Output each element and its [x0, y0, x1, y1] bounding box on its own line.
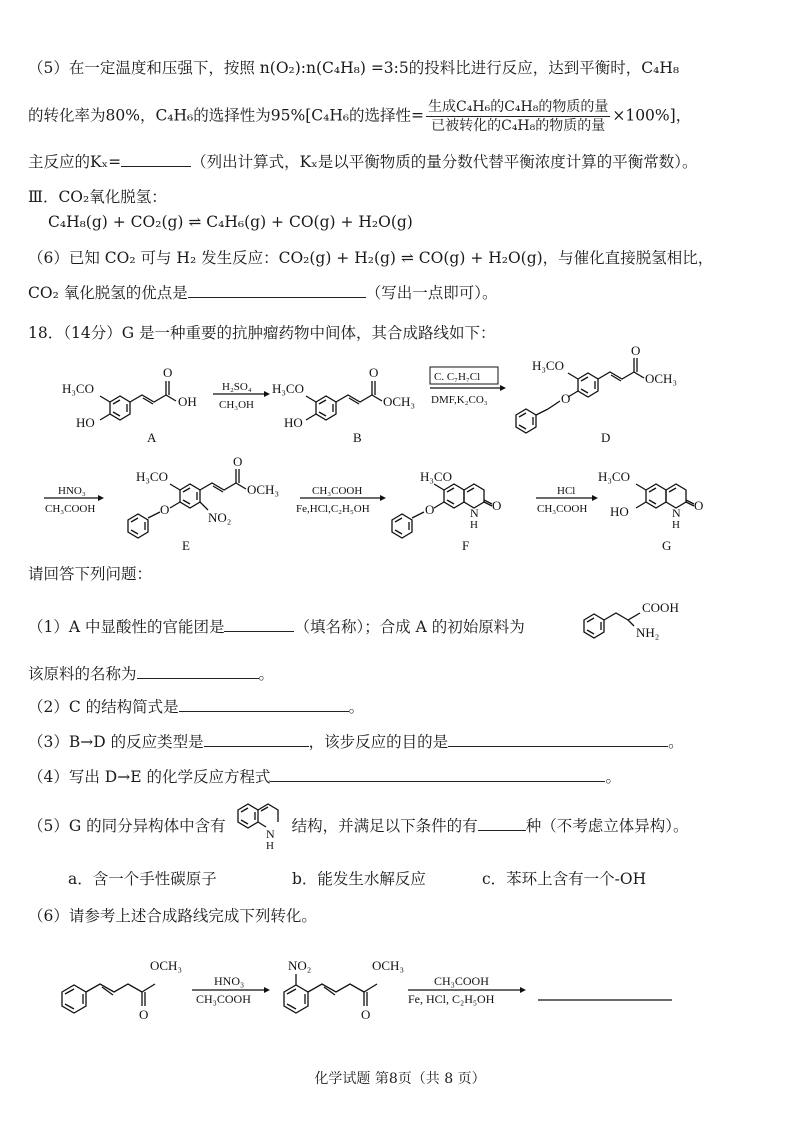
compound-label-d: D: [601, 430, 611, 445]
selectivity-fraction: [426, 98, 610, 135]
q5-line3: [28, 150, 698, 173]
label-e-no2: NO₂: [208, 510, 232, 525]
label-a-h3co: H₃CO: [62, 381, 94, 396]
q5-line2-post: ×100%]，: [612, 106, 692, 125]
reagent-bd-top: C. C₇H₇Cl: [434, 371, 481, 383]
label-p6-2-o: O: [361, 1007, 371, 1022]
q18-p3-post: 。: [668, 733, 684, 751]
arrow-fg-head: [592, 495, 598, 501]
q5-line2: [28, 98, 691, 135]
label-f-h: H: [470, 519, 478, 531]
label-d-h3co: H₃CO: [532, 358, 564, 373]
oh-bond-a: [166, 395, 176, 401]
scheme-row1: [0, 345, 800, 445]
label-a-ho: HO: [76, 415, 95, 430]
label-g-h: H: [672, 519, 680, 531]
arrow-ab-head: [264, 391, 270, 397]
label-a-oh: OH: [178, 394, 197, 409]
q18-p6: （6）请参考上述合成路线完成下列转化。: [28, 907, 317, 925]
label-e-o: O: [160, 502, 170, 517]
q18-p2-pre: （2）C 的结构简式是: [28, 698, 179, 716]
reagent-ef-top: CH₃COOH: [312, 485, 363, 497]
label-p6-2-och3: OCH₃: [372, 958, 404, 973]
label-f-o: O: [425, 502, 435, 517]
arrow-bd-head: [500, 385, 506, 391]
reagent-fg-top: HCl: [557, 485, 576, 497]
q18-p5-post: 种（不考虑立体异构）。: [525, 817, 689, 835]
label-g-ho: HO: [610, 504, 629, 519]
q18-p3-mid: ，该步反应的目的是: [308, 733, 449, 751]
q18-p2-post: 。: [348, 698, 365, 716]
compound-label-a: A: [147, 430, 157, 445]
cond-c: c．苯环上含有一个-OH: [482, 870, 647, 888]
reagent-de-bot: CH₃COOH: [45, 503, 96, 515]
q18-p1-line2: [28, 662, 274, 685]
q18-p3-pre: （3）B→D 的反应类型是: [28, 733, 204, 751]
compound-label-f: F: [462, 538, 470, 553]
q18-p1-mid: （填名称）；合成 A 的初始原料为: [294, 618, 525, 636]
reagent-bd-bot: DMF,K₂CO₃: [431, 394, 488, 406]
q5-line2-pre: 的转化率为80%，C₄H₆的选择性为95%[C₄H₆的选择性=: [28, 106, 425, 125]
ho-bond-a: [100, 414, 110, 420]
page-footer: 化学试题 第8页（共 8 页）: [314, 1071, 486, 1087]
label-d-och3: OCH₃: [645, 371, 677, 386]
ring-a-db: [113, 400, 120, 404]
advantage-answer-blank[interactable]: [188, 281, 366, 298]
label-b-o: O: [369, 365, 379, 380]
q18-p2: [28, 695, 364, 718]
arrow-p6-2-head: [520, 987, 526, 993]
q18-p5-pre: （5）G 的同分异构体中含有: [28, 817, 226, 835]
reaction-type-blank[interactable]: [204, 730, 309, 747]
q5-line1: （5）在一定温度和压强下，按照 n(O₂):n(C₄H₈) =3:5的投料比进行反应，达到平衡时，C₄H₈: [28, 59, 680, 77]
label-a-o: O: [163, 365, 173, 380]
q5-line3-pre: 主反应的Kₓ=: [28, 153, 122, 171]
label-e-och3: OCH₃: [247, 482, 279, 497]
arrow-p6-1-head: [264, 987, 270, 993]
reagent-p6-1-top: HNO₃: [214, 974, 245, 988]
label-e-h3co: H₃CO: [136, 469, 168, 484]
q18-p4-post: 。: [605, 768, 621, 786]
reagent-ab-bot: CH₃OH: [219, 399, 255, 411]
dihydroquinoline-structure: [0, 796, 800, 856]
ring-a-db3: [113, 412, 120, 416]
label-p6-1-och3: OCH₃: [150, 958, 182, 973]
label-e-carbonyl-o: O: [233, 454, 243, 469]
ring-f-benzo: [444, 484, 464, 508]
scheme-part6: [0, 940, 800, 1030]
compound-label-g: G: [662, 538, 672, 553]
label-f-h3co: H₃CO: [420, 469, 452, 484]
q6a-line2-post: （写出一点即可）。: [365, 284, 498, 302]
q18-prompt: 请回答下列问题：: [28, 565, 153, 583]
reagent-de-top: HNO₃: [58, 485, 86, 497]
label-p6-1-o: O: [139, 1007, 149, 1022]
ring-g-benzo: [646, 484, 666, 508]
section3-title: Ⅲ．CO₂氧化脱氢：: [28, 188, 167, 206]
q18-heading: 18．（14分）G 是一种重要的抗肿瘤药物中间体，其合成路线如下：: [28, 324, 496, 342]
q6a-line1: （6）已知 CO₂ 可与 H₂ 发生反应：CO₂(g) + H₂(g) ⇌ CO(g) + H₂O(g)，与催化直接脱氢相比，: [28, 249, 714, 267]
q18-p4-pre: （4）写出 D→E 的化学反应方程式: [28, 768, 271, 786]
kx-answer-blank[interactable]: [121, 150, 191, 167]
reagent-fg-bot: CH₃COOH: [537, 503, 588, 515]
reagent-p6-1-bot: CH₃COOH: [196, 992, 251, 1006]
scheme-row2: [0, 450, 800, 555]
label-phe-cooh: COOH: [642, 600, 679, 615]
label-dhq-n: N: [266, 827, 275, 841]
reagent-ab-top: H₂SO₄: [222, 381, 252, 393]
equation-blank[interactable]: [270, 765, 605, 782]
label-d-carbonyl-o: O: [631, 343, 641, 358]
ring-f-pyridone: [464, 484, 484, 508]
q18-p1-line2-post: 。: [258, 665, 275, 683]
reagent-ef-bot: Fe,HCl,C₂H₅OH: [296, 503, 370, 515]
fraction-denominator: 已被转化的C₄H₈的物质的量: [431, 118, 606, 134]
arrow-ef-head: [380, 495, 386, 501]
label-d-o: O: [561, 391, 571, 406]
compound-label-b: B: [353, 430, 362, 445]
label-phe-nh2: NH₂: [636, 625, 660, 640]
q18-p3: [28, 730, 684, 753]
fraction-numerator: 生成C₄H₆的C₄H₈的物质的量: [428, 99, 609, 115]
phenylalanine-structure: [0, 592, 800, 652]
raw-material-name-blank[interactable]: [137, 662, 259, 679]
label-g-carbonyl-o: O: [694, 498, 704, 513]
q18-p1-pre: （1）A 中显酸性的官能团是: [28, 618, 225, 636]
section3-equation: C₄H₈(g) + CO₂(g) ⇌ C₄H₆(g) + CO(g) + H₂O(g): [48, 213, 413, 231]
label-p6-2-no2: NO₂: [288, 958, 312, 973]
label-g-n: N: [672, 506, 681, 520]
label-dhq-h: H: [266, 840, 274, 852]
label-b-ho: HO: [284, 415, 303, 430]
compound-label-e: E: [182, 538, 190, 553]
label-g-h3co: H₃CO: [598, 469, 630, 484]
ring-g-pyridone: [666, 484, 686, 508]
q5-line3-post: （列出计算式，Kₓ是以平衡物质的量分数代替平衡浓度计算的平衡常数）。: [191, 153, 698, 171]
q6a-line2-pre: CO₂ 氧化脱氢的优点是: [28, 284, 188, 302]
q18-p5-mid: 结构，并满足以下条件的有: [291, 817, 478, 835]
meo-bond-a: [100, 396, 110, 402]
reaction-purpose-blank[interactable]: [448, 730, 668, 747]
reagent-p6-2-top: CH₃COOH: [434, 974, 489, 988]
q18-p1-line2-pre: 该原料的名称为: [28, 665, 137, 683]
q6a-line2: [28, 281, 497, 304]
cond-a: a．含一个手性碳原子: [68, 870, 217, 888]
arrow-de-head: [98, 495, 104, 501]
label-f-n: N: [470, 506, 479, 520]
reagent-p6-2-bot: Fe, HCl, C₂H₅OH: [408, 992, 495, 1006]
label-b-och3: OCH₃: [383, 394, 415, 409]
label-b-h3co: H₃CO: [272, 381, 304, 396]
c-structure-blank[interactable]: [179, 695, 349, 712]
q18-p4: [28, 765, 621, 788]
cond-b: b．能发生水解反应: [292, 870, 426, 888]
label-f-carbonyl-o: O: [492, 498, 502, 513]
